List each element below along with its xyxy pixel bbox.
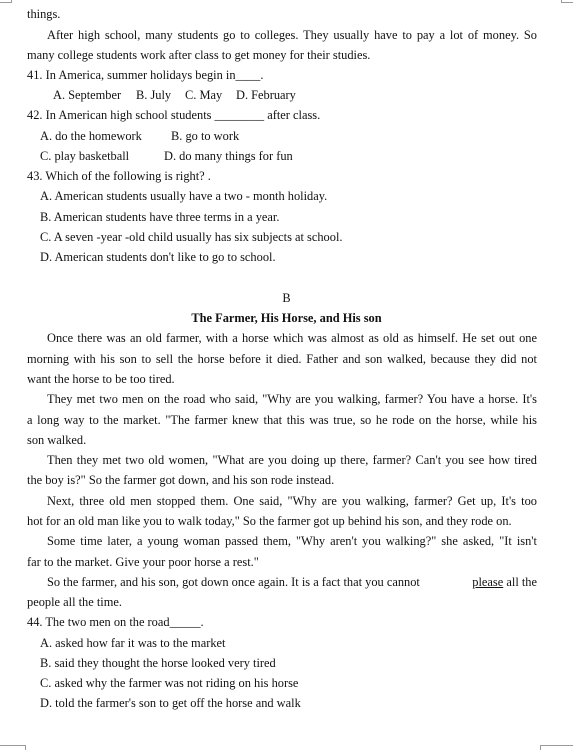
crop-mark-top-right-h (561, 2, 573, 3)
passage-line-text: all the (506, 575, 537, 589)
underlined-word: please (472, 575, 504, 589)
passage-line: Next, three old men stopped them. One said, "Why are you walking, farmer? Get up, It's too (47, 494, 537, 508)
passage-line: the boy is?" So the farmer got down, and his son rode instead. (27, 473, 335, 487)
passage-line: want the horse to be too tired. (27, 372, 175, 386)
passage-line: hot for an old man like you to walk today," So the farmer got up behind his son, and they rode on. (27, 514, 512, 528)
q43-option-b: B. American students have three terms in a year. (40, 210, 280, 224)
crop-mark-bottom-left-v (25, 745, 26, 750)
passage-line-text: So the farmer, and his son, got down once again. It is a fact that you cannot (47, 575, 420, 589)
q42-option-b: B. go to work (171, 129, 240, 143)
passage-title: The Farmer, His Horse, and His son (191, 311, 382, 325)
passage-line: Once there was an old farmer, with a horse which was almost as old as himself. He set out one (47, 331, 537, 345)
section-letter: B (282, 291, 291, 305)
passage-line: far to the market. Give your poor horse a rest." (27, 555, 259, 569)
passage-line: people all the time. (27, 595, 122, 609)
q43-option-c: C. A seven -year -old child usually has six subjects at school. (40, 230, 343, 244)
q42-option-c: C. play basketball (40, 149, 130, 163)
q42-option-d: D. do many things for fun (164, 149, 293, 163)
crop-mark-bottom-left-h (0, 745, 26, 746)
passage-line: Then they met two old women, "What are you doing up there, farmer? Can't you see how tired (47, 453, 537, 467)
question-41-stem: 41. In America, summer holidays begin in____. (27, 68, 264, 82)
passage-line: morning with his son to sell the horse before it died. Father and son walked, because they did not (27, 352, 537, 366)
q42-option-a: A. do the homework (40, 129, 142, 143)
passage-line: They met two men on the road who said, "Why are you walking, farmer? You have a horse. It's (47, 392, 537, 406)
q44-option-c: C. asked why the farmer was not riding on his horse (40, 676, 299, 690)
question-44-stem: 44. The two men on the road_____. (27, 615, 204, 629)
passage-line: After high school, many students go to colleges. They usually have to pay a lot of money. So (47, 28, 537, 42)
passage-line-with-underline (47, 574, 537, 590)
passage-line: many college students work after class to get money for their studies. (27, 48, 371, 62)
crop-mark-bottom-right-h (540, 745, 573, 746)
passage-line: son walked. (27, 433, 87, 447)
passage-line: things. (27, 7, 61, 21)
question-43-stem: 43. Which of the following is right? . (27, 169, 211, 183)
q43-option-d: D. American students don't like to go to school. (40, 250, 276, 264)
q44-option-a: A. asked how far it was to the market (40, 636, 226, 650)
crop-mark-top-left-v (11, 0, 12, 3)
question-42-stem: 42. In American high school students ________ after class. (27, 108, 321, 122)
passage-line: a long way to the market. "The farmer knew that this was true, so he rode on the horse, while his (27, 413, 537, 427)
passage-line-end (472, 574, 537, 590)
q41-option-a: A. September (53, 88, 122, 102)
q44-option-d: D. told the farmer's son to get off the horse and walk (40, 696, 301, 710)
q41-option-d: D. February (236, 88, 296, 102)
passage-line: Some time later, a young woman passed them, "Why aren't you walking?" she asked, "It isn't (47, 534, 537, 548)
q41-option-b: B. July (136, 88, 172, 102)
crop-mark-bottom-right-v (540, 745, 541, 750)
crop-mark-top-right-v (561, 0, 562, 3)
q44-option-b: B. said they thought the horse looked very tired (40, 656, 276, 670)
q41-option-c: C. May (185, 88, 223, 102)
q43-option-a: A. American students usually have a two - month holiday. (40, 189, 328, 203)
